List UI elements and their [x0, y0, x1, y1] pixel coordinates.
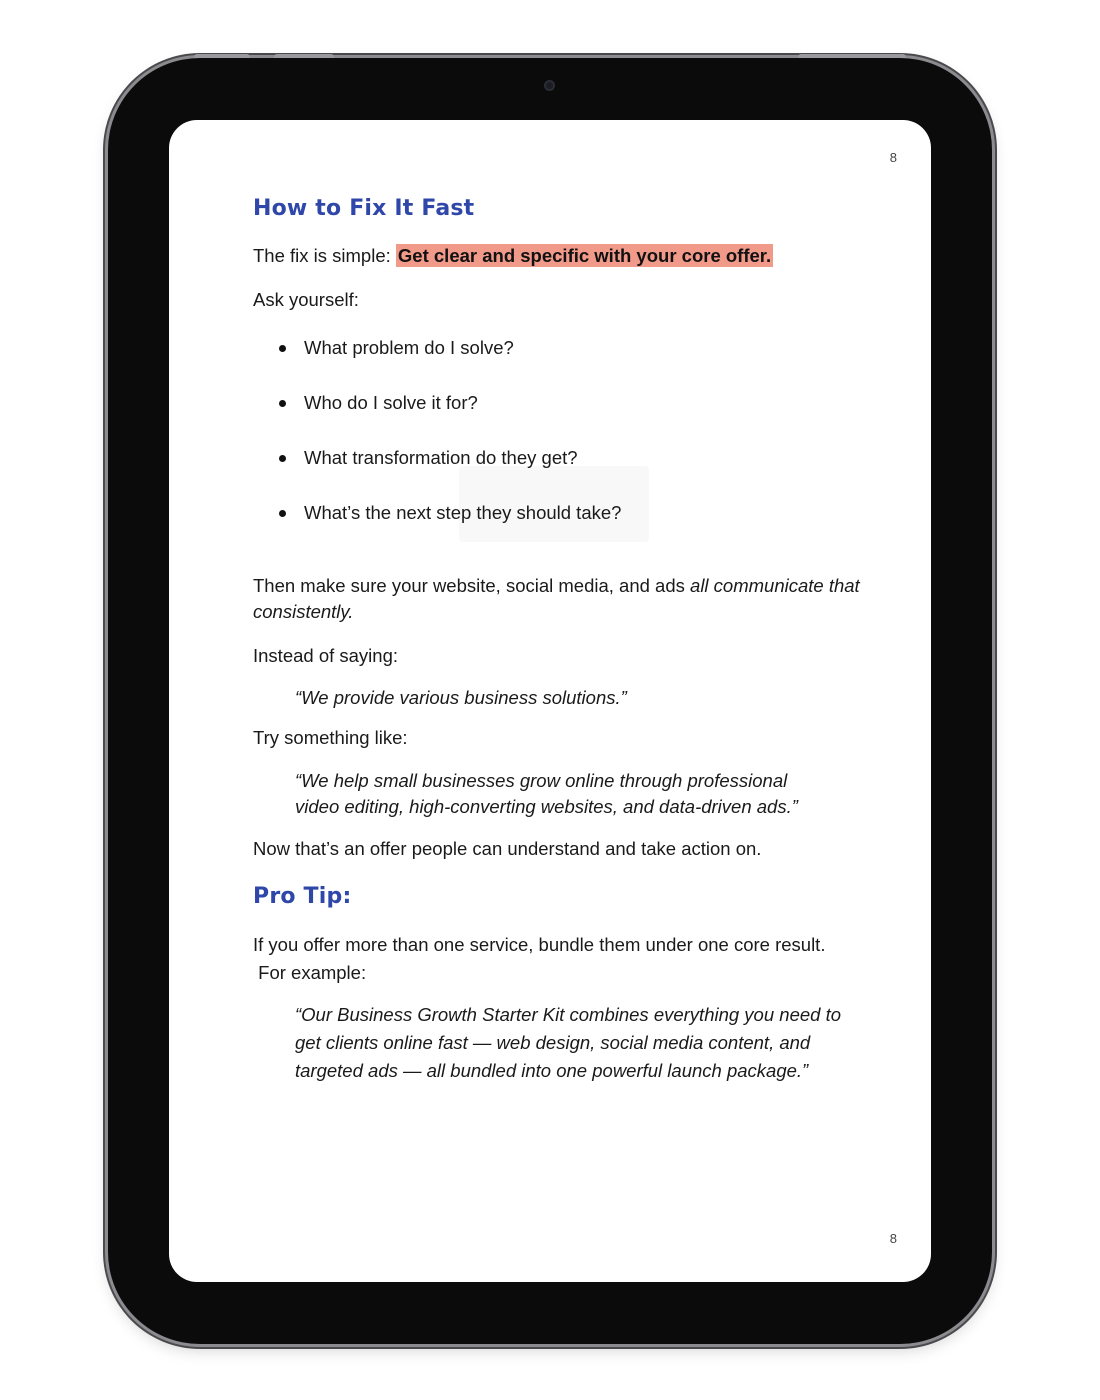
paragraph-text: Then make sure your website, social media, and ads	[253, 575, 691, 596]
volume-button	[274, 54, 334, 58]
list-item	[279, 447, 893, 469]
page-number-top: 8	[889, 150, 897, 165]
list-item-text: Who do I solve it for?	[304, 392, 478, 413]
document-page[interactable]	[169, 120, 931, 1282]
bullet-icon	[279, 510, 286, 517]
question-list	[279, 337, 893, 524]
volume-button	[194, 54, 250, 58]
bullet-icon	[279, 455, 286, 462]
consistency-paragraph	[253, 573, 893, 625]
power-button	[798, 54, 906, 58]
example-quote-before: “We provide various business solutions.”	[295, 687, 627, 708]
section-heading: How to Fix It Fast	[253, 196, 475, 221]
example-quote-after: “We help small businesses grow online through professional video editing, high-converting websites, and data-driven ads.”	[295, 770, 798, 817]
camera-icon	[544, 80, 555, 91]
tablet-device	[108, 58, 992, 1344]
list-item-text: What problem do I solve?	[304, 337, 514, 358]
list-item	[279, 392, 893, 414]
list-item-text: What’s the next step they should take?	[304, 502, 622, 523]
pro-tip-text	[253, 931, 893, 987]
conclusion-text: Now that’s an offer people can understand and take action on.	[253, 838, 762, 859]
bullet-icon	[279, 345, 286, 352]
list-item	[279, 337, 893, 359]
list-item-text: What transformation do they get?	[304, 447, 578, 468]
ask-yourself: Ask yourself:	[253, 289, 359, 310]
try-label: Try something like:	[253, 727, 408, 748]
pro-tip-line: For example:	[258, 962, 367, 983]
pro-tip-heading: Pro Tip:	[253, 884, 352, 909]
instead-label: Instead of saying:	[253, 645, 399, 666]
page-content	[253, 196, 893, 1085]
paragraph-emphasis: all communicate that consistently.	[253, 575, 860, 622]
page-number-bottom: 8	[889, 1231, 897, 1246]
fix-prefix: The fix is simple:	[253, 245, 396, 266]
fix-line	[253, 245, 893, 267]
list-item	[279, 502, 893, 524]
pro-tip-line: If you offer more than one service, bundle them under one core result.	[253, 934, 826, 955]
highlighted-text: Get clear and specific with your core offer.	[397, 245, 772, 266]
bullet-icon	[279, 400, 286, 407]
pro-tip-quote: “Our Business Growth Starter Kit combines everything you need to get clients online fast — web design, social media content, and targeted ads — all bundled into one powerful launch package.”	[295, 1004, 842, 1081]
